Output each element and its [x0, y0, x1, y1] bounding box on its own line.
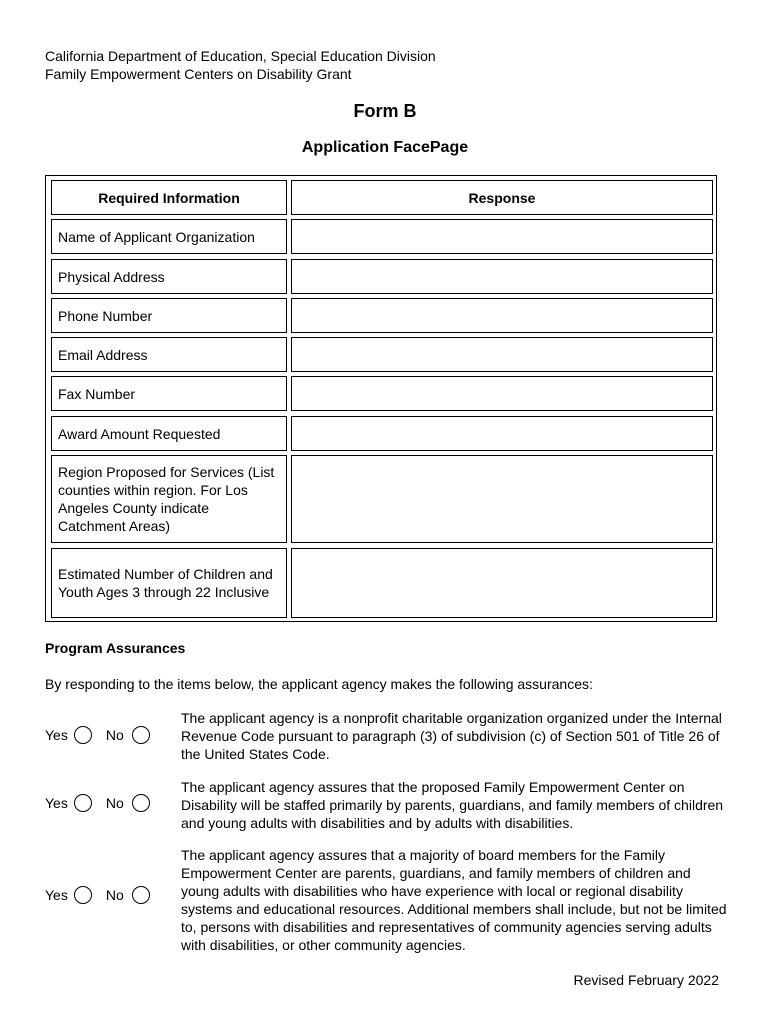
yes-label: Yes [45, 795, 68, 811]
response-field-award[interactable] [291, 416, 713, 451]
assurances-intro: By responding to the items below, the applicant agency makes the following assurances: [45, 676, 593, 692]
assurance-3-yes-radio[interactable] [74, 886, 92, 904]
revised-date: Revised February 2022 [573, 972, 719, 988]
form-title: Form B [353, 101, 417, 121]
row-label-phone: Phone Number [51, 298, 287, 333]
assurance-2-no-radio[interactable] [132, 794, 150, 812]
yes-label: Yes [45, 727, 68, 743]
row-label-email: Email Address [51, 337, 287, 372]
assurance-1-choice [45, 726, 150, 744]
assurance-2-text: The applicant agency assures that the proposed Family Empowerment Center on Disability will be staffed primarily by parents, guardians, and family members of children and young adults with disabilities and by adults with disabilities. [181, 779, 724, 831]
row-label-region: Region Proposed for Services (List counties within region. For Los Angeles County indicate Catchment Areas) [51, 455, 287, 543]
response-field-region[interactable] [291, 455, 713, 543]
assurance-3-choice [45, 886, 150, 904]
response-field-estimated-children[interactable] [291, 548, 713, 618]
row-label-fax: Fax Number [51, 376, 287, 411]
response-field-fax[interactable] [291, 376, 713, 411]
assurance-3-no-radio[interactable] [132, 886, 150, 904]
response-field-email[interactable] [291, 337, 713, 372]
row-label-address: Physical Address [51, 259, 287, 294]
assurance-1-text: The applicant agency is a nonprofit charitable organization organized under the Internal Revenue Code pursuant to paragraph (3) of subdivision (c) of Section 501 of Title 26 of the United States Code. [181, 710, 722, 762]
yes-label: Yes [45, 887, 68, 903]
assurance-1-no-radio[interactable] [132, 726, 150, 744]
document-header [45, 47, 436, 83]
form-subtitle: Application FacePage [301, 139, 469, 156]
assurance-3-text: The applicant agency assures that a majority of board members for the Family Empowerment Center are parents, guardians, and family members of children and young adults with disabilities who have experience with local or regional disability systems and educational resources. Additional members shall include, but not be limited to, persons with disabilities and representatives of community agencies serving adults with disabilities, or other community agencies. [181, 847, 727, 953]
assurance-1-yes-radio[interactable] [74, 726, 92, 744]
response-field-organization[interactable] [291, 219, 713, 254]
no-label: No [105, 795, 124, 811]
header-department: California Department of Education, Special Education Division [45, 48, 436, 64]
no-label: No [105, 727, 124, 743]
column-header-response: Response [291, 180, 713, 215]
row-label-estimated-children: Estimated Number of Children and Youth Ages 3 through 22 Inclusive [51, 548, 287, 618]
no-label: No [105, 887, 124, 903]
response-field-address[interactable] [291, 259, 713, 294]
application-table [45, 175, 717, 622]
assurance-2-choice [45, 794, 150, 812]
column-header-required: Required Information [51, 180, 287, 215]
assurance-2-yes-radio[interactable] [74, 794, 92, 812]
assurances-title: Program Assurances [45, 640, 186, 656]
header-grant: Family Empowerment Centers on Disability Grant [45, 66, 352, 82]
row-label-award: Award Amount Requested [51, 416, 287, 451]
row-label-organization: Name of Applicant Organization [51, 219, 287, 254]
response-field-phone[interactable] [291, 298, 713, 333]
